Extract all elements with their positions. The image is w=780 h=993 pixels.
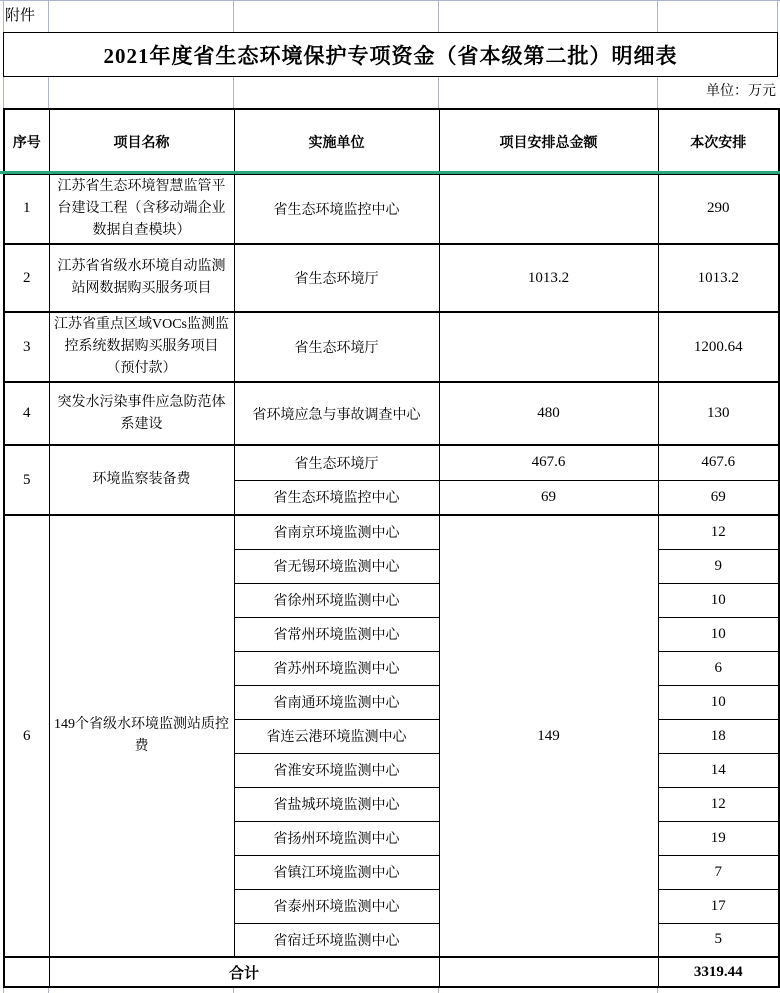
gridline (657, 988, 658, 993)
cell-current[interactable]: 467.6 (658, 445, 779, 480)
cell-org[interactable]: 省生态环境监控中心 (234, 174, 439, 244)
cell-total[interactable]: 69 (439, 480, 658, 515)
cell-current[interactable]: 1013.2 (658, 244, 779, 312)
funding-table (3, 108, 780, 988)
freeze-pane-line (0, 171, 780, 174)
cell-total[interactable] (439, 312, 658, 382)
cell-total[interactable]: 467.6 (439, 445, 658, 480)
cell-total[interactable] (439, 957, 658, 987)
cell-org[interactable]: 省扬州环境监测中心 (234, 821, 439, 855)
cell-current[interactable]: 14 (658, 753, 779, 787)
cell-current[interactable]: 19 (658, 821, 779, 855)
cell-org[interactable]: 省镇江环境监测中心 (234, 855, 439, 889)
cell-current[interactable]: 7 (658, 855, 779, 889)
cell-no[interactable]: 4 (4, 382, 49, 445)
cell-no[interactable]: 2 (4, 244, 49, 312)
gridline (233, 77, 234, 108)
cell-org[interactable]: 省生态环境监控中心 (234, 480, 439, 515)
gridline (438, 988, 439, 993)
col-header-current[interactable]: 本次安排 (658, 109, 779, 174)
gridline (48, 77, 49, 108)
gridline (438, 77, 439, 108)
total-label[interactable]: 合计 (49, 957, 439, 987)
cell-org[interactable]: 省连云港环境监测中心 (234, 719, 439, 753)
table-row (4, 445, 779, 480)
cell-current[interactable]: 10 (658, 685, 779, 719)
gridline (657, 77, 658, 108)
col-header-org[interactable]: 实施单位 (234, 109, 439, 174)
page-title: 2021年度省生态环境保护专项资金（省本级第二批）明细表 (3, 32, 778, 77)
gridline (3, 988, 4, 993)
gridline (657, 1, 658, 32)
cell-no[interactable]: 5 (4, 445, 49, 515)
table-header-row (4, 109, 779, 174)
gridline (233, 988, 234, 993)
cell-project[interactable]: 江苏省省级水环境自动监测站网数据购买服务项目 (49, 244, 234, 312)
cell-current[interactable]: 10 (658, 583, 779, 617)
cell-current[interactable]: 5 (658, 923, 779, 957)
bottom-margin-row (0, 988, 780, 993)
cell-org[interactable]: 省淮安环境监测中心 (234, 753, 439, 787)
col-header-total[interactable]: 项目安排总金额 (439, 109, 658, 174)
cell-current[interactable]: 1200.64 (658, 312, 779, 382)
cell-total[interactable] (439, 174, 658, 244)
cell-project[interactable]: 突发水污染事件应急防范体系建设 (49, 382, 234, 445)
cell-project[interactable]: 江苏省重点区域VOCs监测监控系统数据购买服务项目（预付款） (49, 312, 234, 382)
cell-org[interactable]: 省泰州环境监测中心 (234, 889, 439, 923)
cell-org[interactable]: 省苏州环境监测中心 (234, 651, 439, 685)
cell-org[interactable]: 省无锡环境监测中心 (234, 549, 439, 583)
cell-org[interactable]: 省徐州环境监测中心 (234, 583, 439, 617)
table-row (4, 515, 779, 549)
cell-project[interactable]: 149个省级水环境监测站质控费 (49, 515, 234, 957)
cell-current[interactable]: 69 (658, 480, 779, 515)
table-row (4, 244, 779, 312)
gridline (3, 1, 4, 32)
cell-total[interactable]: 480 (439, 382, 658, 445)
attachment-label[interactable]: 附件 (5, 8, 36, 24)
cell-no[interactable] (4, 957, 49, 987)
table-row (4, 312, 779, 382)
cell-total[interactable]: 1013.2 (439, 244, 658, 312)
cell-org[interactable]: 省宿迁环境监测中心 (234, 923, 439, 957)
cell-org[interactable]: 省生态环境厅 (234, 312, 439, 382)
cell-no[interactable]: 3 (4, 312, 49, 382)
unit-row (0, 77, 780, 108)
gridline (777, 1, 778, 32)
total-row (4, 957, 779, 987)
cell-current[interactable]: 10 (658, 617, 779, 651)
total-current[interactable]: 3319.44 (658, 957, 779, 987)
cell-current[interactable]: 18 (658, 719, 779, 753)
cell-org[interactable]: 省南通环境监测中心 (234, 685, 439, 719)
cell-current[interactable]: 130 (658, 382, 779, 445)
cell-no[interactable]: 1 (4, 174, 49, 244)
cell-total[interactable]: 149 (439, 515, 658, 957)
cell-org[interactable]: 省南京环境监测中心 (234, 515, 439, 549)
gridline (3, 77, 4, 108)
cell-current[interactable]: 6 (658, 651, 779, 685)
cell-project[interactable]: 环境监察装备费 (49, 445, 234, 515)
unit-note: 单位：万元 (706, 84, 776, 99)
cell-org[interactable]: 省盐城环境监测中心 (234, 787, 439, 821)
gridline (438, 1, 439, 32)
cell-current[interactable]: 290 (658, 174, 779, 244)
table-row (4, 382, 779, 445)
cell-no[interactable]: 6 (4, 515, 49, 957)
cell-org[interactable]: 省生态环境厅 (234, 445, 439, 480)
cell-current[interactable]: 9 (658, 549, 779, 583)
gridline (233, 1, 234, 32)
cell-org[interactable]: 省环境应急与事故调查中心 (234, 382, 439, 445)
cell-current[interactable]: 12 (658, 787, 779, 821)
cell-org[interactable]: 省常州环境监测中心 (234, 617, 439, 651)
cell-project[interactable]: 江苏省生态环境智慧监管平台建设工程（含移动端企业数据自查模块） (49, 174, 234, 244)
cell-org[interactable]: 省生态环境厅 (234, 244, 439, 312)
col-header-project[interactable]: 项目名称 (49, 109, 234, 174)
table-row (4, 174, 779, 244)
attachment-row (0, 0, 780, 32)
cell-current[interactable]: 12 (658, 515, 779, 549)
gridline (48, 1, 49, 32)
cell-current[interactable]: 17 (658, 889, 779, 923)
col-header-no[interactable]: 序号 (4, 109, 49, 174)
gridline (48, 988, 49, 993)
